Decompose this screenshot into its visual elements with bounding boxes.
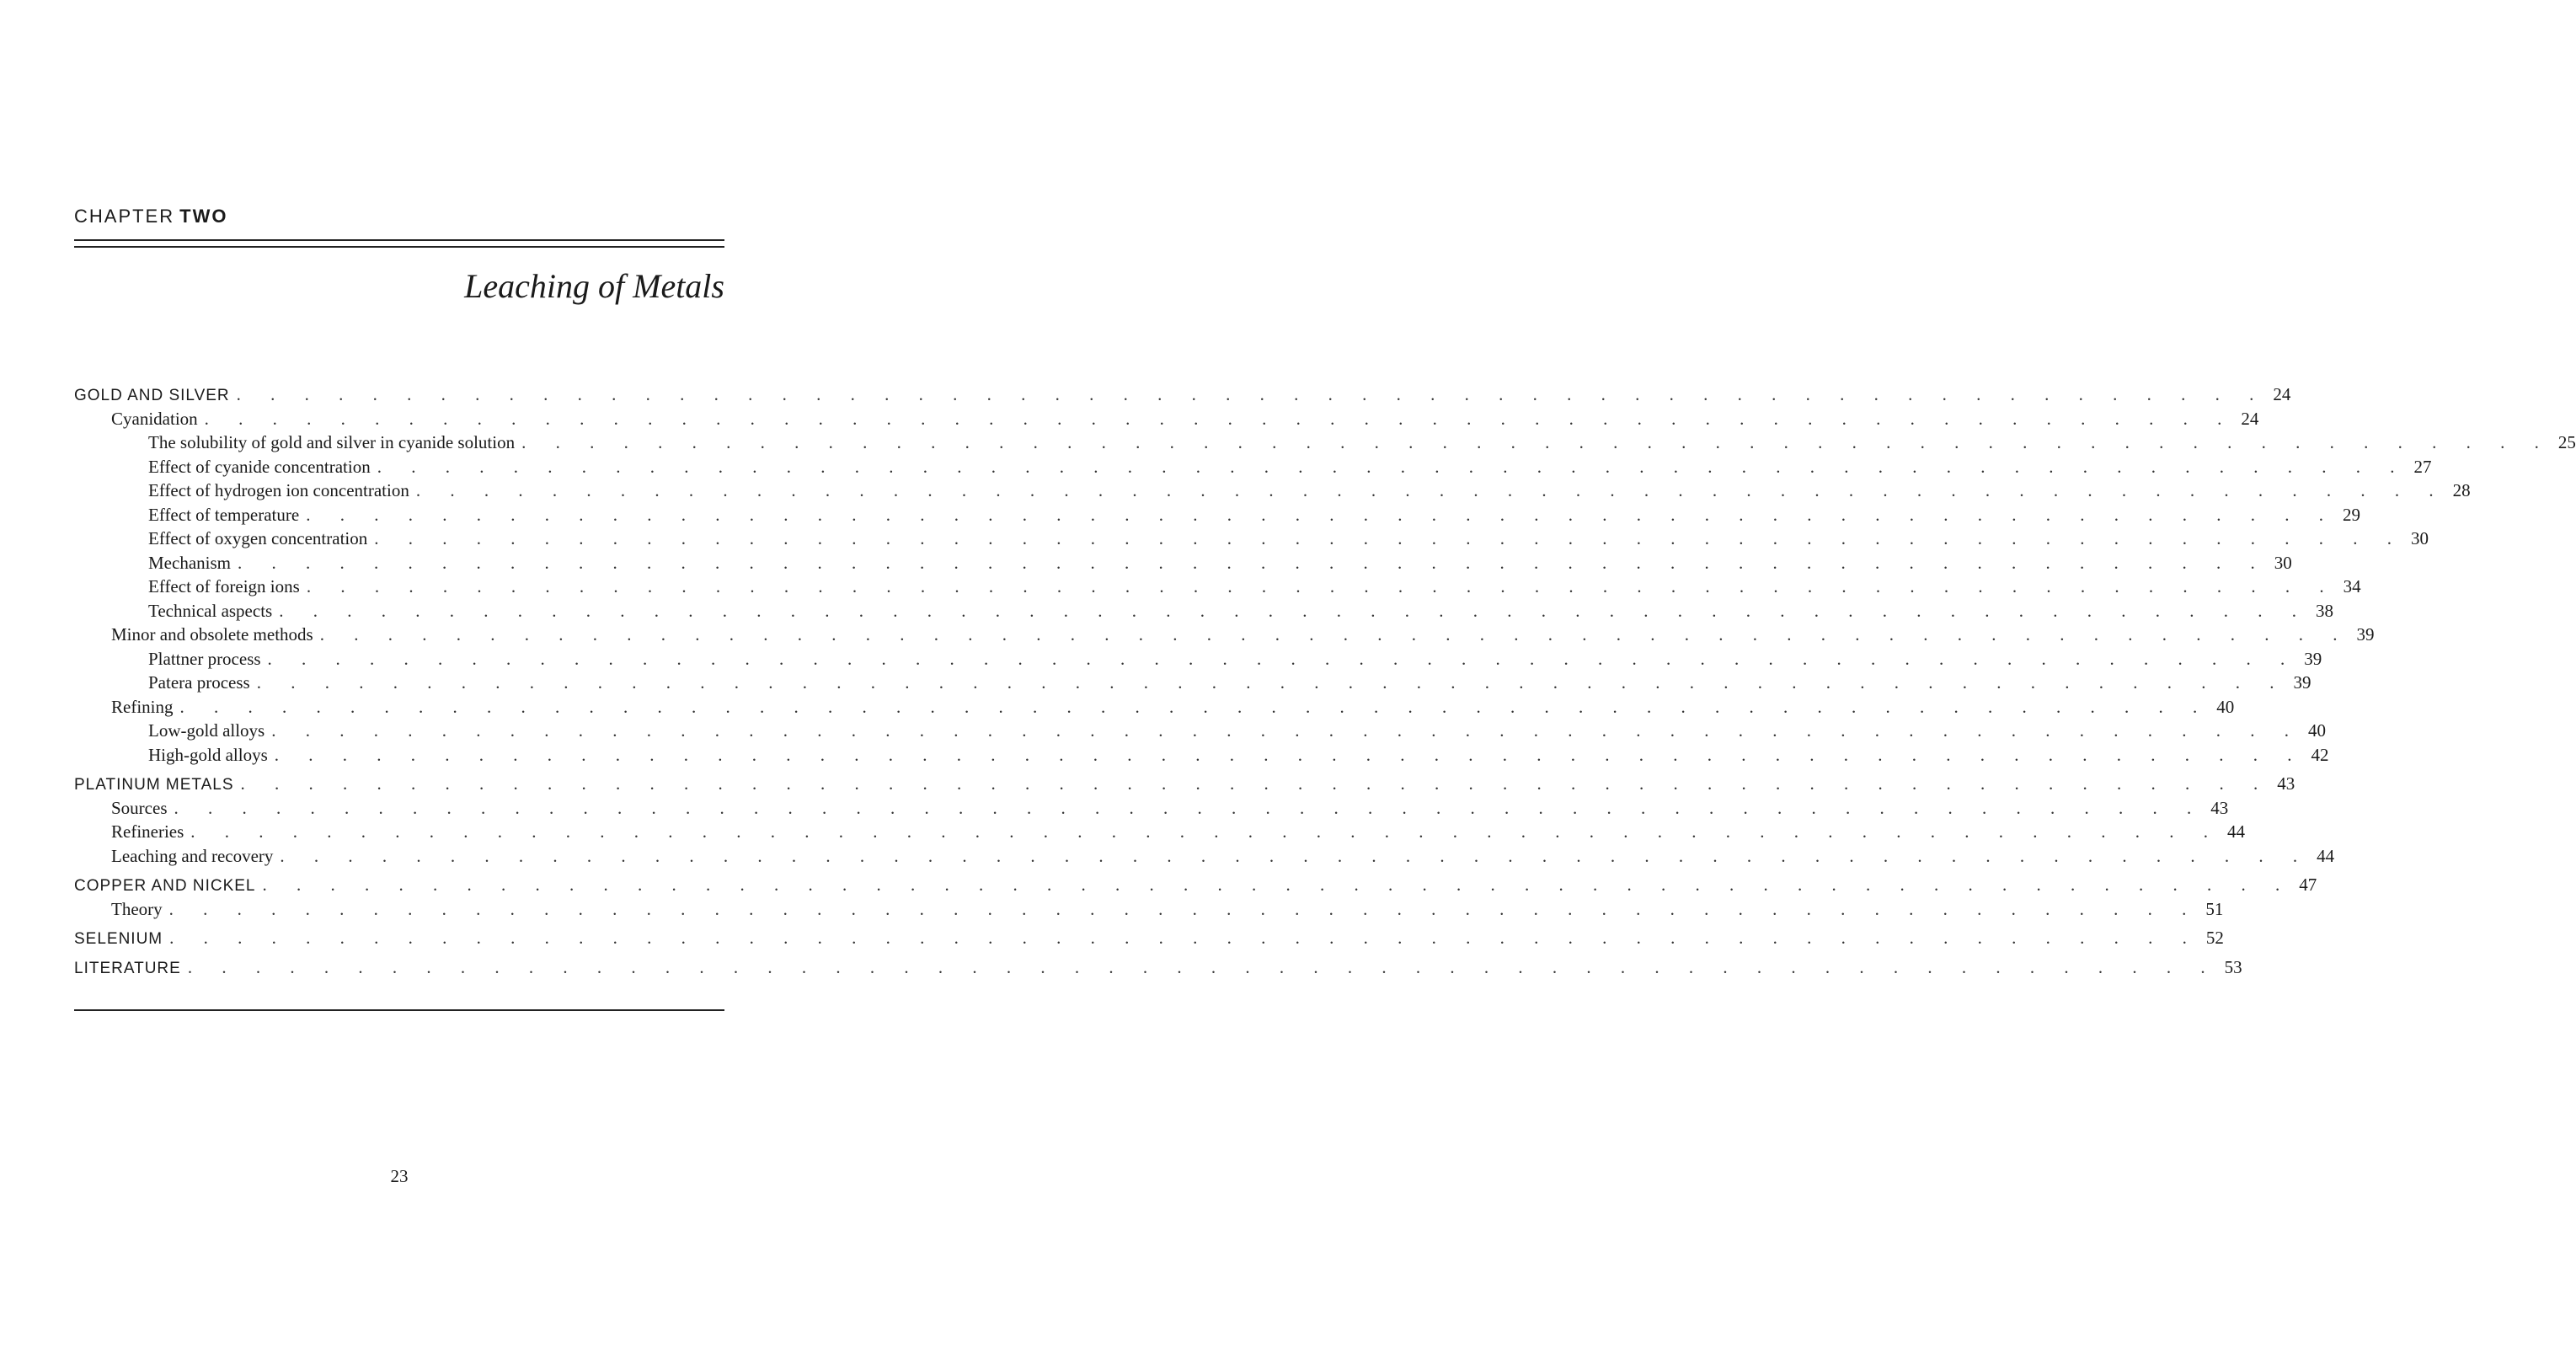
toc-entry-page: 52: [2205, 928, 2224, 948]
toc-entry-label: Minor and obsolete methods: [111, 624, 313, 645]
toc-entry: [74, 479, 2471, 503]
toc-leader-dots: . . . . . . . . . . . . . . . . . . . . . . . . . . . . . . . . . . . . . . . . . . . . . . . . . . . . . . . . . . . .: [187, 956, 2218, 977]
toc-entry-page: 53: [2224, 956, 2242, 977]
toc-entry-label: COPPER AND NICKEL: [74, 877, 256, 895]
toc-leader-dots: . . . . . . . . . . . . . . . . . . . . . . . . . . . . . . . . . . . . . . . . . . . . . . . . . . . . . . . . . . . .: [168, 898, 2199, 919]
toc-leader-dots: . . . . . . . . . . . . . . . . . . . . . . . . . . . . . . . . . . . . . . . . . . . . . . . . . . . . . . . . . . . .: [280, 845, 2311, 866]
toc-entry: [74, 926, 2224, 950]
toc-entry-page: 39: [2304, 648, 2322, 669]
toc-entry-label: Refineries: [111, 821, 184, 842]
toc-entry: [74, 671, 2311, 695]
toc-leader-dots: . . . . . . . . . . . . . . . . . . . . . . . . . . . . . . . . . . . . . . . . . . . . . . . . . . . . . . . . . . . .: [169, 928, 2199, 948]
toc-leader-dots: . . . . . . . . . . . . . . . . . . . . . . . . . . . . . . . . . . . . . . . . . . . . . . . . . . . . . . . . . . . .: [190, 821, 2221, 842]
toc-entry-page: 24: [2273, 384, 2291, 404]
toc-leader-dots: . . . . . . . . . . . . . . . . . . . . . . . . . . . . . . . . . . . . . . . . . . . . . . . . . . . . . . . . . . . .: [306, 504, 2336, 525]
toc-entry: [74, 955, 2242, 980]
toc-entry-page: 28: [2452, 480, 2471, 500]
toc-leader-dots: . . . . . . . . . . . . . . . . . . . . . . . . . . . . . . . . . . . . . . . . . . . . . . . . . . . . . . . . . . . .: [256, 672, 2287, 693]
toc-entry-label: The solubility of gold and silver in cyanide solution: [148, 432, 516, 452]
footer-rule: [74, 1009, 724, 1011]
chapter-title: Leaching of Metals: [464, 267, 724, 305]
toc-entry-page: 25: [2557, 432, 2576, 452]
toc-entry-label: Theory: [111, 898, 163, 919]
toc-entry: [74, 503, 2360, 527]
toc-entry: [74, 623, 2375, 647]
toc-leader-dots: . . . . . . . . . . . . . . . . . . . . . . . . . . . . . . . . . . . . . . . . . . . . . . . . . . . . . . . . . . . .: [236, 384, 2267, 404]
toc-entry-page: 44: [2317, 845, 2335, 866]
chapter-label-text: CHAPTER: [74, 206, 175, 227]
toc-entry: [74, 382, 2291, 407]
toc-entry: [74, 575, 2361, 599]
toc-entry: [74, 897, 2224, 922]
toc-leader-dots: . . . . . . . . . . . . . . . . . . . . . . . . . . . . . . . . . . . . . . . . . . . . . . . . . . . . . . . . . . . .: [377, 456, 2408, 477]
toc-entry: [74, 719, 2326, 743]
toc-entry-label: LITERATURE: [74, 959, 181, 977]
toc-entry-page: 39: [2356, 624, 2375, 645]
chapter-number: TWO: [179, 206, 228, 227]
toc-entry-label: Effect of hydrogen ion concentration: [148, 480, 409, 500]
toc-entry-page: 43: [2277, 773, 2295, 794]
toc-entry-page: 44: [2227, 821, 2246, 842]
toc-entry-label: Cyanidation: [111, 408, 198, 429]
toc-entry-page: 42: [2311, 744, 2329, 765]
toc-entry-page: 39: [2293, 672, 2311, 693]
toc-entry-label: Effect of cyanide concentration: [148, 456, 371, 477]
toc-entry-label: Leaching and recovery: [111, 845, 274, 866]
toc-entry-label: Patera process: [148, 672, 250, 693]
toc-leader-dots: . . . . . . . . . . . . . . . . . . . . . . . . . . . . . . . . . . . . . . . . . . . . . . . . . . . . . . . . . . . .: [267, 648, 2298, 669]
toc-entry-label: Effect of oxygen concentration: [148, 528, 368, 548]
table-of-contents: [74, 382, 2576, 979]
toc-leader-dots: . . . . . . . . . . . . . . . . . . . . . . . . . . . . . . . . . . . . . . . . . . . . . . . . . . . . . . . . . . . .: [204, 408, 2235, 429]
toc-entry-page: 29: [2342, 504, 2360, 525]
toc-entry: [74, 647, 2322, 671]
toc-entry: [74, 551, 2292, 575]
toc-leader-dots: . . . . . . . . . . . . . . . . . . . . . . . . . . . . . . . . . . . . . . . . . . . . . . . . . . . . . . . . . . . .: [271, 720, 2301, 741]
toc-entry-label: High-gold alloys: [148, 744, 268, 765]
toc-entry-label: SELENIUM: [74, 930, 163, 948]
toc-entry-label: GOLD AND SILVER: [74, 387, 230, 404]
toc-entry-page: 38: [2315, 600, 2333, 621]
toc-entry-label: Plattner process: [148, 648, 261, 669]
toc-entry: [74, 844, 2335, 869]
toc-entry: [74, 743, 2329, 768]
toc-leader-dots: . . . . . . . . . . . . . . . . . . . . . . . . . . . . . . . . . . . . . . . . . . . . . . . . . . . . . . . . . . . .: [237, 552, 2268, 573]
toc-leader-dots: . . . . . . . . . . . . . . . . . . . . . . . . . . . . . . . . . . . . . . . . . . . . . . . . . . . . . . . . . . . .: [306, 576, 2337, 596]
toc-entry-page: 34: [2343, 576, 2361, 596]
toc-entry-page: 40: [2307, 720, 2326, 741]
toc-entry-label: Technical aspects: [148, 600, 273, 621]
toc-entry: [74, 695, 2235, 719]
toc-entry: [74, 407, 2259, 431]
toc-entry: [74, 873, 2317, 897]
toc-entry-label: Effect of foreign ions: [148, 576, 300, 596]
toc-entry-page: 47: [2299, 875, 2317, 895]
toc-entry: [74, 527, 2429, 551]
toc-entry: [74, 772, 2295, 796]
toc-leader-dots: . . . . . . . . . . . . . . . . . . . . . . . . . . . . . . . . . . . . . . . . . . . . . . . . . . . . . . . . . . . .: [319, 624, 2350, 645]
toc-entry: [74, 820, 2246, 844]
toc-leader-dots: . . . . . . . . . . . . . . . . . . . . . . . . . . . . . . . . . . . . . . . . . . . . . . . . . . . . . . . . . . . .: [174, 797, 2205, 818]
toc-leader-dots: . . . . . . . . . . . . . . . . . . . . . . . . . . . . . . . . . . . . . . . . . . . . . . . . . . . . . . . . . . . .: [279, 600, 2309, 621]
toc-entry-page: 30: [2411, 528, 2429, 548]
toc-entry: [74, 796, 2229, 821]
toc-entry-label: Refining: [111, 696, 174, 717]
toc-entry-page: 40: [2216, 696, 2235, 717]
page-number: 23: [390, 1166, 409, 1186]
toc-entry-label: Sources: [111, 797, 168, 818]
toc-leader-dots: . . . . . . . . . . . . . . . . . . . . . . . . . . . . . . . . . . . . . . . . . . . . . . . . . . . . . . . . . . . .: [521, 432, 2552, 452]
toc-entry-page: 30: [2274, 552, 2292, 573]
toc-entry-label: Effect of temperature: [148, 504, 300, 525]
toc-leader-dots: . . . . . . . . . . . . . . . . . . . . . . . . . . . . . . . . . . . . . . . . . . . . . . . . . . . . . . . . . . . .: [415, 480, 2446, 500]
toc-leader-dots: . . . . . . . . . . . . . . . . . . . . . . . . . . . . . . . . . . . . . . . . . . . . . . . . . . . . . . . . . . . .: [262, 875, 2293, 895]
toc-entry: [74, 431, 2576, 455]
toc-entry-label: Low-gold alloys: [148, 720, 265, 741]
toc-entry: [74, 599, 2333, 623]
toc-entry-label: PLATINUM METALS: [74, 776, 234, 794]
toc-leader-dots: . . . . . . . . . . . . . . . . . . . . . . . . . . . . . . . . . . . . . . . . . . . . . . . . . . . . . . . . . . . .: [179, 696, 2210, 717]
chapter-label: [74, 206, 227, 227]
header-double-rule: [74, 239, 724, 248]
toc-leader-dots: . . . . . . . . . . . . . . . . . . . . . . . . . . . . . . . . . . . . . . . . . . . . . . . . . . . . . . . . . . . .: [374, 528, 2405, 548]
toc-entry-page: 43: [2210, 797, 2229, 818]
toc-entry-page: 27: [2413, 456, 2432, 477]
toc-entry-page: 51: [2205, 898, 2224, 919]
toc-entry: [74, 455, 2432, 479]
toc-leader-dots: . . . . . . . . . . . . . . . . . . . . . . . . . . . . . . . . . . . . . . . . . . . . . . . . . . . . . . . . . . . .: [274, 744, 2305, 765]
toc-entry-label: Mechanism: [148, 552, 231, 573]
toc-entry-page: 24: [2241, 408, 2259, 429]
toc-leader-dots: . . . . . . . . . . . . . . . . . . . . . . . . . . . . . . . . . . . . . . . . . . . . . . . . . . . . . . . . . . . .: [240, 773, 2271, 794]
